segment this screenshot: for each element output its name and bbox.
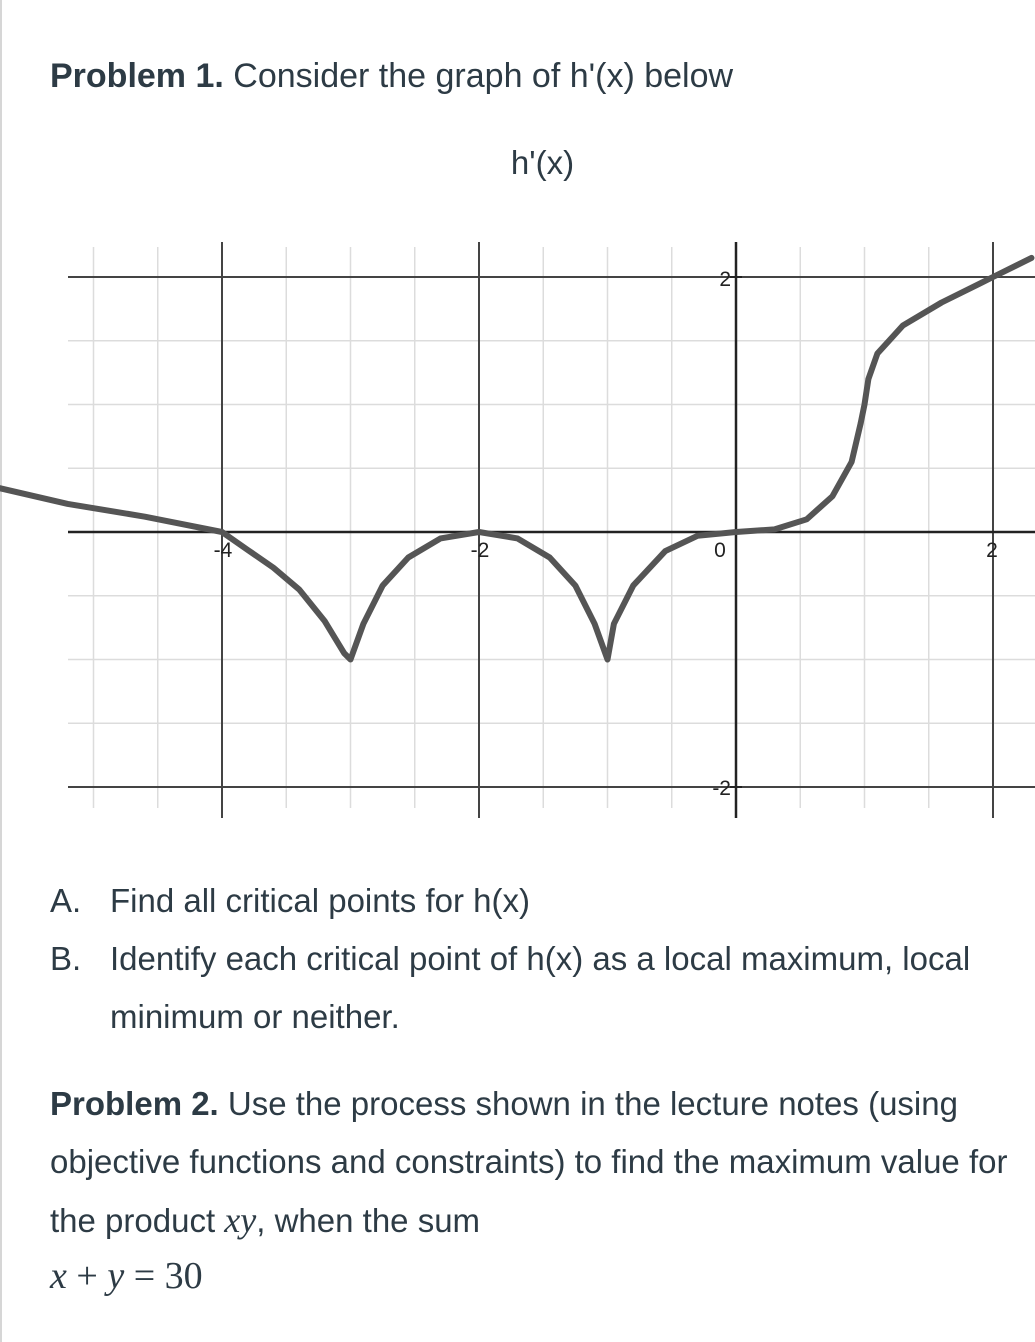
eq-value: 30 [164,1255,203,1297]
x-tick-label-neg4: -4 [213,539,233,562]
problem-1-heading [50,52,733,100]
problem-2-label: Problem 2. [50,1085,219,1122]
problem-2-text-after: , when the sum [256,1202,481,1239]
eq-plus: + [76,1255,98,1297]
problem-2-paragraph [50,1075,1010,1250]
problem-1-label: Problem 1. [50,57,224,95]
y-tick-label-neg2: -2 [712,777,731,800]
problem-1-text: Consider the graph of h'(x) below [223,57,734,95]
y-tick-label-2: 2 [719,268,731,291]
question-a-text: Find all critical points for h(x) [110,882,530,919]
derivative-curve [0,258,1032,660]
question-b-text: Identify each critical point of h(x) as a local maximum, local minimum or neither. [110,940,971,1035]
x-tick-label-2: 2 [986,539,998,562]
x-tick-label-neg2: -2 [470,539,490,562]
eq-x: x [50,1255,67,1297]
derivative-graph [0,230,1035,830]
graph-title: h'(x) [510,144,575,181]
problem-2-text-before: Use the process shown in the lecture notes (using objective functions and constraints) to find the maximum value for the product [50,1085,1008,1239]
question-a-marker: A. [50,882,82,919]
question-a [50,872,1030,930]
problem-1-questions [50,872,1030,1046]
eq-y: y [107,1255,125,1297]
question-b [50,930,1030,1046]
eq-equals: = [133,1255,156,1297]
x-tick-label-0: 0 [714,539,726,562]
sum-constraint-equation [50,1248,203,1304]
product-expression: xy [224,1200,257,1240]
question-b-marker: B. [50,940,82,977]
